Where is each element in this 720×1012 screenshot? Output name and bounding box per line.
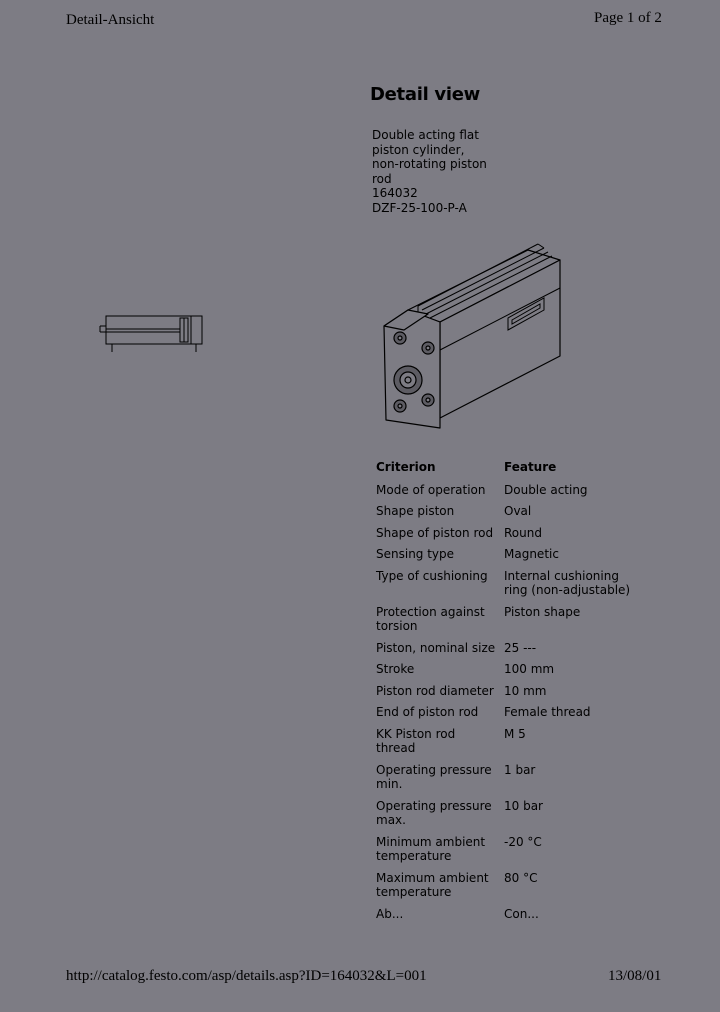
footer-url: http://catalog.festo.com/asp/details.asp?ID=164032&L=001	[66, 968, 427, 984]
column-header-criterion: Criterion	[376, 460, 436, 474]
page-title: Detail view	[370, 84, 480, 105]
feature-cell: 10 mm	[504, 683, 547, 698]
table-row	[372, 660, 640, 682]
part-number: 164032	[372, 186, 418, 200]
description-line: Double acting flat	[372, 128, 479, 142]
criterion-cell: Stroke	[376, 662, 415, 676]
table-row	[372, 869, 640, 905]
table-row	[372, 905, 640, 927]
criterion-cell: Maximum ambient temperature	[376, 870, 489, 899]
table-row	[372, 639, 640, 661]
feature-cell: 1 bar	[504, 762, 536, 777]
table-row	[372, 682, 640, 704]
feature-cell: Double acting	[504, 482, 588, 497]
table-row	[372, 603, 640, 639]
criterion-cell: Shape of piston rod	[376, 525, 494, 540]
criterion-cell: Mode of operation	[376, 482, 486, 497]
table-row	[372, 502, 640, 524]
feature-cell: M 5	[504, 726, 526, 741]
criterion-cell: Minimum ambient temperature	[376, 834, 486, 863]
criterion-cell: Shape piston	[376, 504, 455, 518]
description-line: non-rotating piston	[372, 157, 487, 171]
description-line: rod	[372, 171, 392, 186]
table-row	[372, 703, 640, 725]
criterion-cell: Operating pressure max.	[376, 798, 492, 827]
table-row	[372, 725, 640, 761]
criterion-cell: Piston, nominal size	[376, 640, 496, 655]
footer-date: 13/08/01	[608, 968, 662, 984]
feature-cell: Female thread	[504, 705, 591, 719]
feature-cell: Magnetic	[504, 547, 559, 561]
feature-cell: -20 °C	[504, 834, 542, 849]
feature-cell: 10 bar	[504, 798, 543, 813]
table-row	[372, 833, 640, 869]
feature-cell: Oval	[504, 504, 532, 518]
criterion-cell: KK Piston rod thread	[376, 726, 456, 755]
table-header-row	[372, 458, 640, 481]
feature-cell: 25 ---	[504, 640, 537, 655]
criterion-cell: Operating pressure min.	[376, 762, 492, 791]
column-header-feature: Feature	[504, 460, 557, 474]
feature-cell: Con...	[504, 906, 539, 921]
description-line: piston cylinder,	[372, 142, 465, 157]
table-row	[372, 567, 640, 603]
feature-cell: 100 mm	[504, 662, 555, 676]
header-title: Detail-Ansicht	[66, 12, 155, 28]
criterion-cell: Ab...	[376, 906, 404, 921]
table-row	[372, 481, 640, 503]
criterion-cell: Piston rod diameter	[376, 683, 494, 698]
table-row	[372, 524, 640, 546]
feature-cell: Piston shape	[504, 604, 581, 619]
criterion-cell: Protection against torsion	[376, 604, 485, 633]
feature-cell: 80 °C	[504, 870, 538, 885]
feature-cell: Internal cushioning ring (non-adjustable)	[504, 568, 631, 597]
page-number: Page 1 of 2	[594, 10, 662, 26]
feature-cell: Round	[504, 525, 542, 540]
criterion-cell: End of piston rod	[376, 705, 479, 719]
type-code: DZF-25-100-P-A	[372, 200, 467, 215]
criterion-cell: Sensing type	[376, 547, 455, 561]
table-row	[372, 761, 640, 797]
specs-table	[372, 458, 640, 926]
table-row	[372, 545, 640, 567]
criterion-cell: Type of cushioning	[376, 568, 488, 583]
table-row	[372, 797, 640, 833]
